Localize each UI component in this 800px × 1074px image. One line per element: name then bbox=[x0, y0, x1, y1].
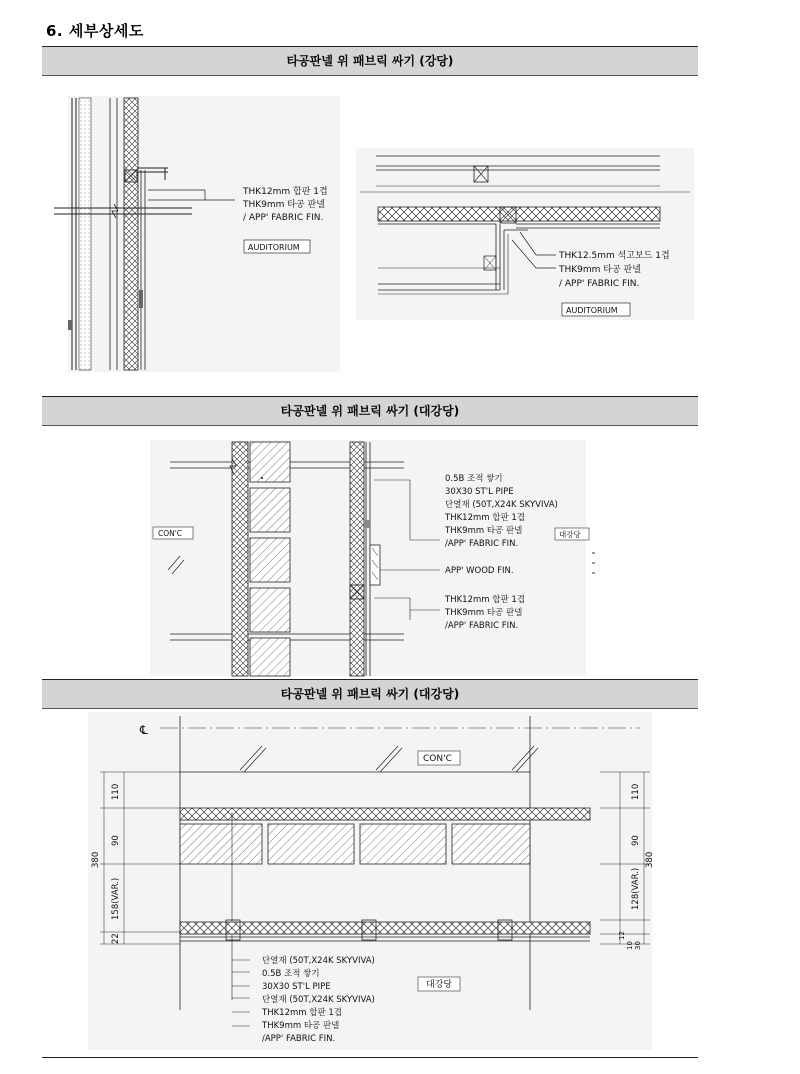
detail3-note-line-2: 0.5B 조적 쌓기 bbox=[262, 969, 320, 979]
detail3-right-dim-6: 30 bbox=[634, 941, 642, 950]
detail3-note-line-6: THK9mm 타공 판넬 bbox=[262, 1021, 340, 1031]
detail1-left-note-line-2: THK9mm 타공 판넬 bbox=[243, 200, 325, 210]
detail3-note-line-7: /APP' FABRIC FIN. bbox=[262, 1034, 336, 1044]
detail3-note-line-5: THK12mm 합판 1겹 bbox=[262, 1008, 342, 1018]
section-title: 6. 세부상세도 bbox=[46, 22, 144, 40]
detail2-note1-line-4: THK12mm 합판 1겹 bbox=[445, 513, 525, 523]
detail3-right-total: 380 bbox=[645, 851, 655, 868]
detail3-left-dim-4: 22 bbox=[111, 933, 121, 944]
detail3-note-line-3: 30X30 ST'L PIPE bbox=[262, 982, 331, 992]
detail3-right-dim-3: 128(VAR.) bbox=[631, 867, 641, 910]
detail3-note-line-1: 단열재 (50T,X24K SKYVIVA) bbox=[262, 956, 375, 966]
detail2-conc-label: CON'C bbox=[158, 529, 183, 538]
detail3-left-total: 380 bbox=[91, 851, 101, 868]
detail2-drawing bbox=[150, 440, 595, 676]
detail3-left-dim-3: 158(VAR.) bbox=[111, 877, 121, 920]
detail3-left-dim-2: 90 bbox=[111, 835, 121, 846]
detail1-left-drawing bbox=[54, 96, 340, 372]
detail1-right-note-line-2: THK9mm 타공 판넬 bbox=[559, 265, 641, 275]
detail2-note1-line-3: 단열재 (50T,X24K SKYVIVA) bbox=[445, 500, 558, 510]
detail1-right-drawing bbox=[356, 148, 694, 320]
band-header-2: 타공판넬 위 패브릭 싸기 (대강당) bbox=[42, 396, 698, 426]
detail3-right-dim-4: 12 bbox=[618, 931, 626, 940]
detail2-wood-note: APP' WOOD FIN. bbox=[445, 566, 514, 576]
detail1-right-room-label: AUDITORIUM bbox=[566, 306, 618, 315]
detail2-note1-line-2: 30X30 ST'L PIPE bbox=[445, 487, 514, 497]
detail1-left-note-line-1: THK12mm 합판 1겹 bbox=[243, 187, 328, 197]
band-header-1: 타공판넬 위 패브릭 싸기 (강당) bbox=[42, 46, 698, 76]
detail3-note-line-4: 단열재 (50T,X24K SKYVIVA) bbox=[262, 995, 375, 1005]
detail2-note2-line-3: /APP' FABRIC FIN. bbox=[445, 621, 519, 631]
detail1-left-room-label: AUDITORIUM bbox=[248, 243, 300, 252]
detail2-room-label: 대강당 bbox=[559, 530, 581, 539]
detail1-right-note-line-1: THK12.5mm 석고보드 1겹 bbox=[559, 251, 670, 261]
detail1-left-note-line-3: / APP' FABRIC FIN. bbox=[243, 213, 324, 223]
detail1-right-note-line-3: / APP' FABRIC FIN. bbox=[559, 279, 640, 289]
detail3-right-dim-2: 90 bbox=[631, 835, 641, 846]
detail3-right-dim-1: 110 bbox=[631, 783, 641, 800]
detail2-note2-line-1: THK12mm 합판 1겹 bbox=[445, 595, 525, 605]
detail2-note1-line-1: 0.5B 조적 쌓기 bbox=[445, 474, 503, 484]
detail3-centerline-symbol: ℄ bbox=[140, 723, 148, 737]
band-header-3: 타공판넬 위 패브릭 싸기 (대강당) bbox=[42, 679, 698, 709]
detail3-left-dim-1: 110 bbox=[111, 783, 121, 800]
detail3-right-dim-5: 10 bbox=[626, 941, 634, 950]
detail3-conc-label: CON'C bbox=[423, 754, 452, 764]
detail2-note1-line-6: /APP' FABRIC FIN. bbox=[445, 539, 519, 549]
detail2-note2-line-2: THK9mm 타공 판넬 bbox=[445, 608, 523, 618]
detail3-room-label: 대강당 bbox=[426, 980, 453, 990]
detail2-note1-line-5: THK9mm 타공 판넬 bbox=[445, 526, 523, 536]
